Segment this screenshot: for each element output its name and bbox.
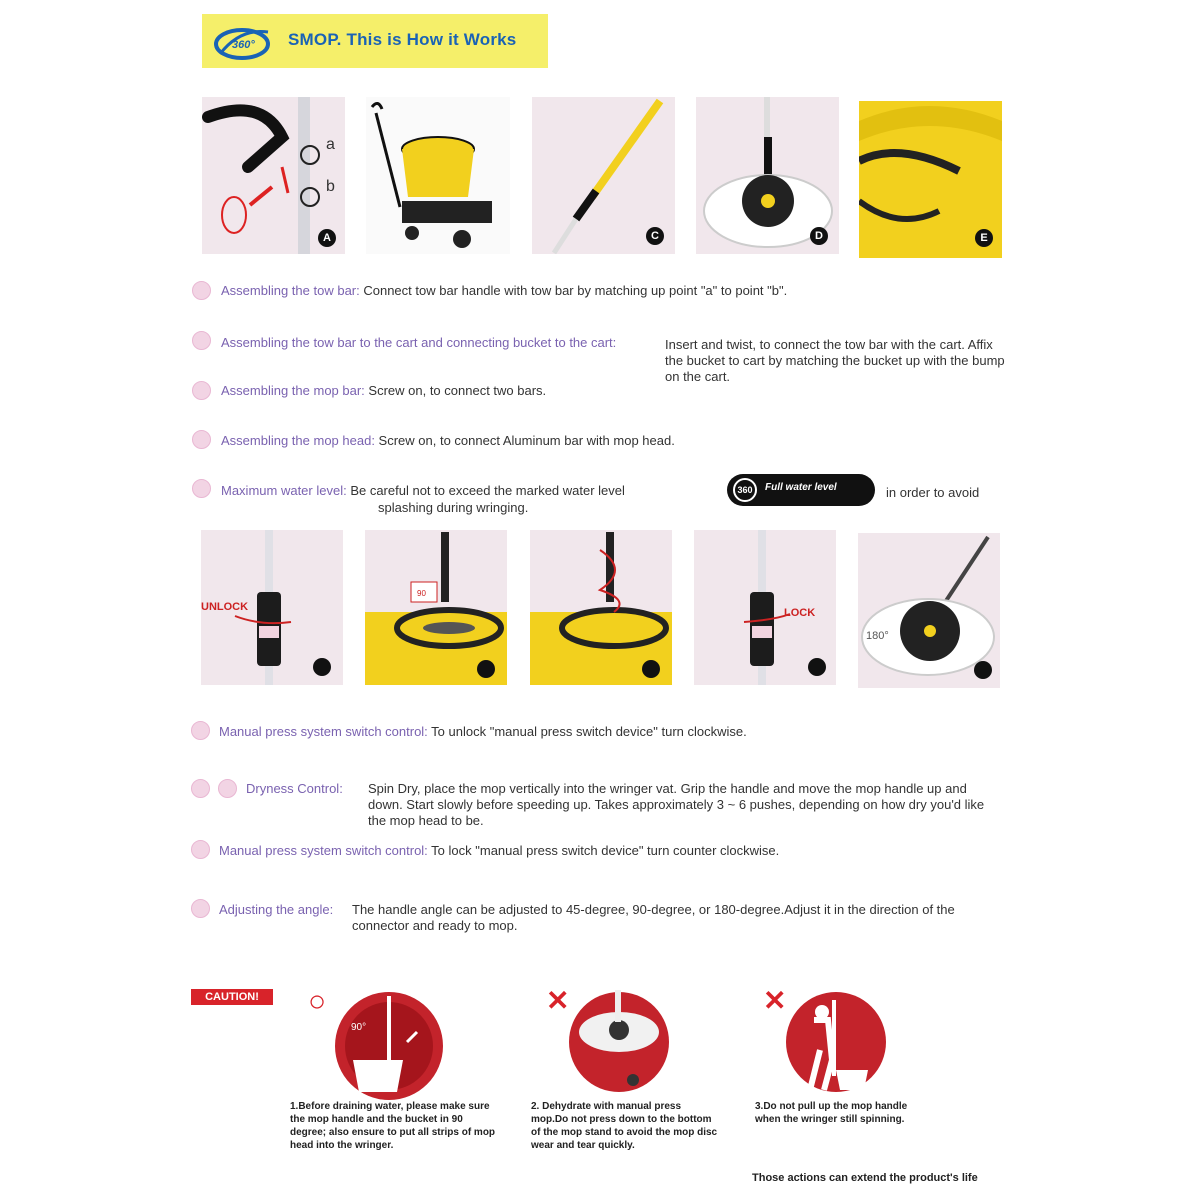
step-badge: C	[646, 227, 664, 245]
step-bullet	[192, 430, 211, 449]
step-cart	[221, 335, 661, 351]
step-text: Screw on, to connect Aluminum bar with mop head.	[374, 433, 675, 448]
step-water-level-cont: splashing during wringing.	[378, 500, 529, 515]
caution-illustration-3	[784, 990, 888, 1099]
step-bullet	[192, 331, 211, 350]
step-lock	[219, 843, 1039, 859]
caution-text-2: 2. Dehydrate with manual press mop.Do not press down to the bottom of the mop stand to avoid the mop disc wear and tear quickly.	[531, 1101, 718, 1151]
photo-mop-head	[696, 97, 839, 254]
caution-angle-label: 90°	[351, 1022, 367, 1033]
step-text: Screw on, to connect two bars.	[364, 383, 547, 398]
photo-mop-bar	[532, 97, 675, 254]
step-label: Assembling the tow bar:	[221, 283, 360, 298]
step-bullet	[218, 779, 237, 798]
step-label: Maximum water level:	[221, 483, 347, 498]
water-level-text: Full water level	[765, 482, 837, 493]
step-label: Assembling the mop bar:	[221, 383, 365, 398]
water-level-indicator	[727, 474, 875, 506]
water-level-logo: 360	[733, 478, 757, 502]
photo-wringer-insert	[365, 530, 507, 685]
step-label: Assembling the mop head:	[221, 433, 375, 448]
step-bullet	[191, 840, 210, 859]
caution-text-1: 1.Before draining water, please make sure the mop handle and the bucket in 90 degree; also ensure to put all strips of mop head into the wringer.	[290, 1101, 496, 1151]
footer-note: Those actions can extend the product's life	[752, 1172, 978, 1184]
step-badge	[642, 660, 660, 678]
step-bullet	[192, 381, 211, 400]
logo-text: 360°	[232, 39, 255, 51]
step-label: Manual press system switch control:	[219, 843, 428, 858]
label-b: b	[326, 178, 335, 195]
step-badge	[477, 660, 495, 678]
step-bullet	[191, 779, 210, 798]
step-label: Dryness Control:	[246, 781, 343, 796]
logo-360	[210, 20, 276, 64]
step-mop-head	[221, 433, 1041, 449]
step-unlock	[219, 724, 1039, 740]
photo-tow-bar	[202, 97, 345, 254]
photo-cart-bucket	[366, 97, 510, 254]
step-angle-text: The handle angle can be adjusted to 45-degree, 90-degree, or 180-degree.Adjust it in the direction of the connector and ready to mop.	[352, 902, 955, 933]
step-dryness-text: Spin Dry, place the mop vertically into the wringer vat. Grip the handle and move the mop handle up and down. Start slowly before speeding up. Takes approximately 3 ~ 6 pushes, depending on how dry you'd like the mop head to be.	[368, 781, 985, 828]
step-bullet	[191, 899, 210, 918]
caution-text-3: 3.Do not pull up the mop handle when the wringer still spinning.	[755, 1101, 908, 1125]
step-water-level-end: in order to avoid	[886, 485, 980, 500]
step-label: Manual press system switch control:	[219, 724, 428, 739]
step-text: To unlock "manual press switch device" turn clockwise.	[427, 724, 747, 739]
angle-180-label: 180°	[866, 630, 889, 642]
caution-illustration-2	[567, 990, 671, 1099]
caution-illustration-1	[333, 990, 445, 1107]
step-bullet	[192, 479, 211, 498]
photo-spin-dry	[530, 530, 672, 685]
ok-mark-icon: ○	[308, 985, 327, 1018]
step-badge: E	[975, 229, 993, 247]
step-dryness	[246, 781, 364, 797]
photo-angle-adjust	[858, 533, 1000, 688]
step-label: Assembling the tow bar to the cart and connecting bucket to the cart:	[221, 335, 617, 350]
step-angle	[219, 902, 349, 918]
photo-bucket-level	[859, 101, 1002, 258]
x-mark-icon: ✕	[763, 985, 787, 1016]
photo-unlock	[201, 530, 343, 685]
page-title: SMOP. This is How it Works	[288, 30, 517, 49]
lock-label: LOCK	[784, 607, 816, 619]
step-badge	[974, 661, 992, 679]
step-bullet	[192, 281, 211, 300]
step-bullet	[191, 721, 210, 740]
unlock-label: UNLOCK	[201, 601, 249, 613]
step-tow-bar	[221, 283, 1041, 299]
step-text: To lock "manual press switch device" turn counter clockwise.	[427, 843, 780, 858]
step-text: Connect tow bar handle with tow bar by matching up point "a" to point "b".	[359, 283, 788, 298]
step-mop-bar	[221, 383, 1041, 399]
step-label: Adjusting the angle:	[219, 902, 334, 917]
x-mark-icon: ✕	[546, 985, 570, 1016]
step-water-level	[221, 483, 721, 499]
angle-label: 90	[417, 589, 426, 598]
photo-lock	[694, 530, 836, 685]
step-badge: A	[318, 229, 336, 247]
step-badge	[808, 658, 826, 676]
step-badge: D	[810, 227, 828, 245]
step-cart-text: Insert and twist, to connect the tow bar with the cart. Affix the bucket to cart by matching the bucket up with the bump on the cart.	[665, 337, 1005, 384]
label-a: a	[326, 136, 335, 153]
caution-tag: CAUTION!	[191, 989, 273, 1005]
step-badge	[313, 658, 331, 676]
step-text: Be careful not to exceed the marked water level	[346, 483, 625, 498]
